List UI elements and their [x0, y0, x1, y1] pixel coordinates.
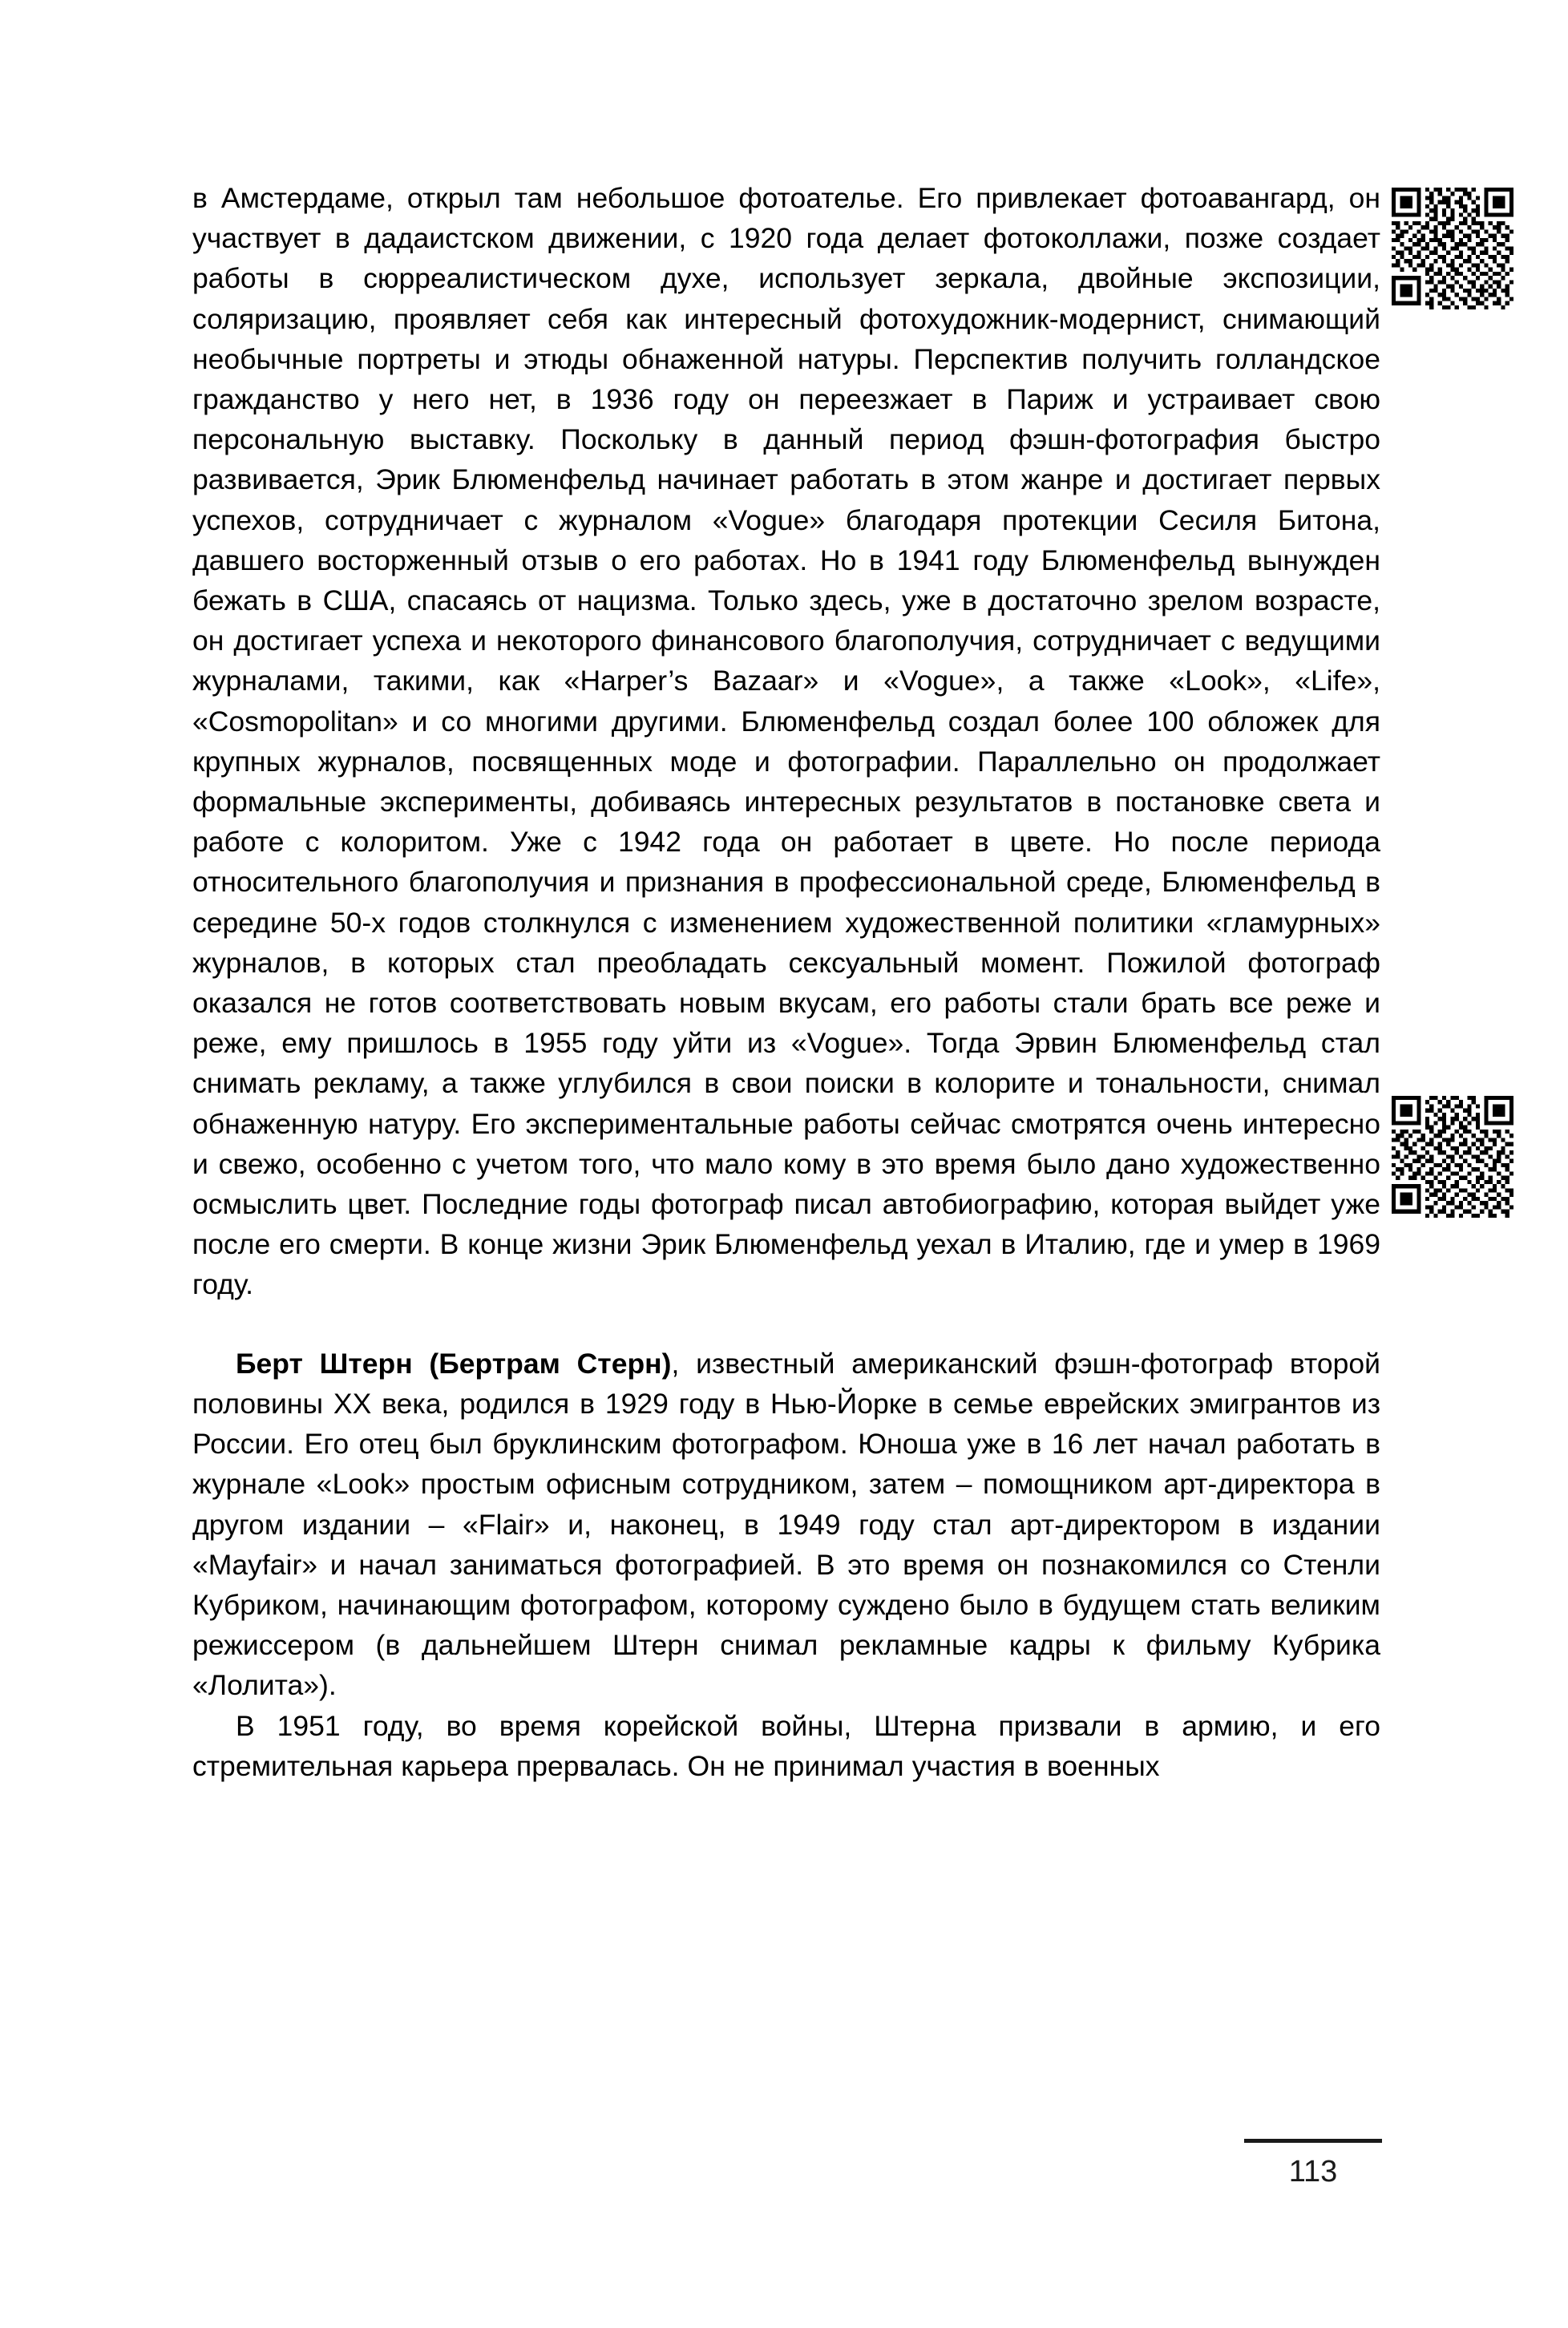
footer-divider — [1244, 2139, 1382, 2143]
paragraph-2 — [192, 1344, 1380, 1706]
paragraph-1: в Амстердаме, открыл там небольшое фотоателье. Его привлекает фотоавангард, он участвует в дадаистском движении, с 1920 года делает фотоколлажи, позже создает работы в сюрреалистическом духе, использует зеркала, двойные экспозиции, соляризацию, проявляет себя как интересный фотохудожник-модернист, снимающий необычные портреты и этюды обнаженной натуры. Перспектив получить голландское гражданство у него нет, в 1936 году он переезжает в Париж и устраивает свою персональную выставку. Поскольку в данный период фэшн-фотография быстро развивается, Эрик Блюменфельд начинает работать в этом жанре и достигает первых успехов, сотрудничает с журналом «Vogue» благодаря протекции Сесиля Битона, давшего восторженный отзыв о его работах. Но в 1941 году Блюменфельд вынужден бежать в США, спасаясь от нацизма. Только здесь, уже в достаточно зрелом возрасте, он достигает успеха и некоторого финансового благополучия, сотрудничает с ведущими журналами, такими, как «Harper’s Bazaar» и «Vogue», а также «Look», «Life», «Cosmopolitan» и со многими другими. Блюменфельд создал более 100 обложек для крупных журналов, посвященных моде и фотографии. Параллельно он продолжает формальные эксперименты, добиваясь интересных результатов в постановке света и работе с колоритом. Уже с 1942 года он работает в цвете. Но после периода относительного благополучия и признания в профессиональной среде, Блюменфельд в середине 50-х годов столкнулся с изменением художественной политики «гламурных» журналов, в которых стал преобладать сексуальный момент. Пожилой фотограф оказался не готов соответствовать новым вкусам, его работы стали брать все реже и реже, ему пришлось в 1955 году уйти из «Vogue». Тогда Эрвин Блюменфельд стал снимать рекламу, а также углубился в свои поиски в колорите и тональности, снимал обнаженную натуру. Его экспериментальные работы сейчас смотрятся очень интересно и свежо, особенно с учетом того, что мало кому в это время было дано художественно осмыслить цвет. Последние годы фотограф писал автобиографию, которая выйдет уже после его смерти. В конце жизни Эрик Блюменфельд уехал в Италию, где и умер в 1969 году. — [192, 182, 1380, 1301]
qr-code-icon-middle[interactable] — [1392, 1096, 1513, 1218]
paragraph-2-body: , известный американский фэшн-фотограф второй половины XX века, родился в 1929 году в Нью-Йорке в семье еврейских эмигрантов из России. Его отец был бруклинским фотографом. Юноша уже в 16 лет начал работать в журнале «Look» простым офисным сотрудником, затем – помощником арт-директора в другом издании – «Flair» и, наконец, в 1949 году стал арт-директором в издании «Mayfair» и начал заниматься фотографией. В это время он познакомился со Стенли Кубриком, начинающим фотографом, которому суждено было в будущем стать великим режиссером (в дальнейшем Штерн снимал рекламные кадры к фильму Кубрика «Лолита»). — [192, 1347, 1381, 1702]
subject-name-bold: Берт Штерн (Бертрам Стерн) — [236, 1347, 672, 1380]
body-text-column — [192, 178, 1380, 1786]
paragraph-spacer — [192, 1305, 1380, 1344]
qr-code-icon-top[interactable] — [1392, 188, 1513, 309]
paragraph-3: В 1951 году, во время корейской войны, Штерна призвали в армию, и его стремительная карьера прервалась. Он не принимал участия в военных — [192, 1709, 1380, 1782]
page-footer — [1244, 2139, 1382, 2189]
page-number: 113 — [1288, 2155, 1338, 2189]
